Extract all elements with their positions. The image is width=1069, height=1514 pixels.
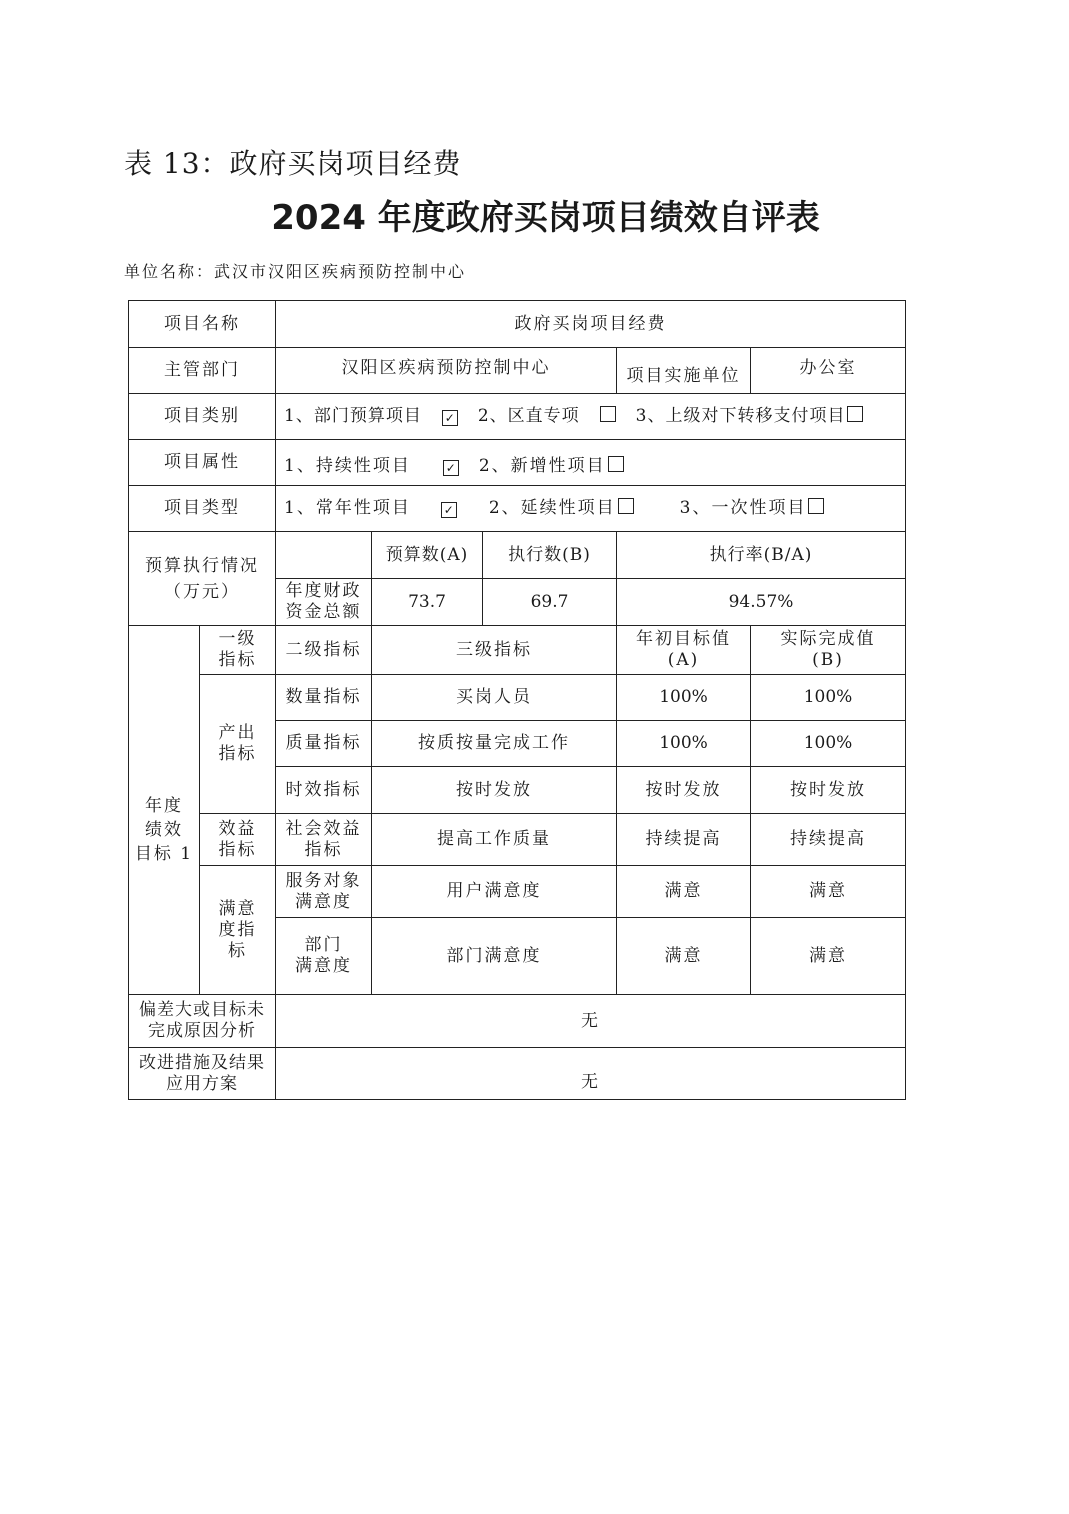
exec-value: 69.7 [483, 579, 617, 626]
indicator-actual: 按时发放 [751, 767, 906, 814]
indicator-row [129, 675, 906, 721]
benefit-indicator-label [200, 814, 276, 866]
indicator-actual: 持续提高 [751, 814, 906, 866]
satisfaction-indicator-label [200, 866, 276, 995]
satisfaction-label-line2: 度指 [218, 919, 257, 940]
head-level1-line1: 一级 [218, 629, 257, 649]
row-budget-header [129, 532, 906, 579]
unchecked-checkbox-icon[interactable] [600, 406, 616, 422]
output-label-line2: 指标 [218, 744, 257, 764]
category-option-3: 3、上级对下转移支付项目 [635, 406, 846, 426]
indicator-l2-line1: 社会效益 [285, 818, 362, 839]
improve-label-line1: 改进措施及结果 [139, 1052, 265, 1073]
satisfaction-label-line1: 满意 [218, 898, 257, 919]
indicator-target: 持续提高 [617, 814, 751, 866]
unchecked-checkbox-icon[interactable] [608, 456, 624, 472]
head-target-line1: 年初目标值 [636, 629, 731, 649]
impl-value [751, 348, 906, 394]
category-options [276, 394, 906, 440]
row-category [129, 394, 906, 440]
evaluation-table [128, 300, 906, 1100]
indicator-target: 按时发放 [617, 767, 751, 814]
category-option-2: 2、区直专项 [477, 406, 580, 426]
indicator-l2: 质量指标 [276, 721, 372, 767]
improve-label [129, 1048, 276, 1100]
indicator-l3: 按质按量完成工作 [372, 721, 617, 767]
benefit-label-line2: 指标 [218, 839, 257, 860]
head-level2: 二级指标 [276, 626, 372, 675]
row-type [129, 486, 906, 532]
deviation-label [129, 995, 276, 1048]
indicator-target: 100% [617, 675, 751, 721]
dept-value [276, 348, 617, 394]
output-label-line1: 产出 [218, 723, 257, 743]
indicator-target: 100% [617, 721, 751, 767]
benefit-label-line1: 效益 [218, 818, 257, 839]
attribute-option-2: 2、新增性项目 [478, 456, 606, 476]
group-label-line3: 目标 1 [134, 844, 194, 864]
budget-label-line1: 预算执行情况 [145, 555, 259, 576]
checked-checkbox-icon[interactable]: ✓ [443, 460, 459, 476]
type-label: 项目类型 [129, 486, 276, 532]
indicator-l3: 买岗人员 [372, 675, 617, 721]
row-deviation [129, 995, 906, 1048]
head-actual [751, 626, 906, 675]
deviation-value: 无 [276, 995, 906, 1048]
impl-label-text: 项目实施单位 [626, 366, 741, 386]
deviation-label-line2: 完成原因分析 [148, 1021, 256, 1041]
budget-row-label-line2: 资金总额 [285, 602, 362, 622]
page-title: 2024 年度政府买岗项目绩效自评表 [271, 198, 820, 238]
row-attribute [129, 440, 906, 486]
indicator-l3: 提高工作质量 [372, 814, 617, 866]
category-option-1: 1、部门预算项目 [284, 406, 422, 426]
indicator-l2 [276, 866, 372, 918]
head-target [617, 626, 751, 675]
budget-row-label-line1: 年度财政 [285, 581, 362, 601]
budget-label-line2: （万元） [164, 581, 240, 602]
row-improve [129, 1048, 906, 1100]
col-rate: 执行率(B/A) [617, 532, 906, 579]
indicator-l2-line1: 部门 [304, 935, 343, 955]
indicator-actual: 满意 [751, 918, 906, 995]
indicator-actual: 满意 [751, 866, 906, 918]
indicator-l3: 按时发放 [372, 767, 617, 814]
budget-value: 73.7 [372, 579, 483, 626]
indicator-l2 [276, 814, 372, 866]
row-project-name [129, 301, 906, 348]
indicator-l2: 数量指标 [276, 675, 372, 721]
output-indicator-label [200, 675, 276, 814]
head-actual-line1: 实际完成值 [780, 629, 876, 649]
rate-value: 94.57% [617, 579, 906, 626]
col-exec: 执行数(B) [483, 532, 617, 579]
head-level1-line2: 指标 [218, 650, 257, 670]
satisfaction-label-line3: 标 [228, 940, 247, 961]
category-label: 项目类别 [129, 394, 276, 440]
dept-value-text: 汉阳区疾病预防控制中心 [341, 358, 551, 378]
type-option-2: 2、延续性项目 [488, 498, 616, 518]
budget-label [129, 532, 276, 626]
indicator-l2: 时效指标 [276, 767, 372, 814]
unchecked-checkbox-icon[interactable] [847, 406, 863, 422]
deviation-label-line1: 偏差大或目标未 [139, 1000, 265, 1020]
project-name-value: 政府买岗项目经费 [276, 301, 906, 348]
indicator-target: 满意 [617, 866, 751, 918]
indicator-l2-line2: 满意度 [295, 891, 352, 912]
checked-checkbox-icon[interactable]: ✓ [441, 502, 457, 518]
type-options [276, 486, 906, 532]
dept-label: 主管部门 [129, 348, 276, 394]
attribute-option-1: 1、持续性项目 [284, 456, 411, 476]
type-option-1: 1、常年性项目 [284, 498, 411, 518]
budget-blank-cell [276, 532, 372, 579]
indicator-actual: 100% [751, 675, 906, 721]
table-subtitle: 表 13：政府买岗项目经费 [124, 147, 462, 180]
indicator-row [129, 866, 906, 918]
indicator-l2-line2: 指标 [304, 839, 343, 860]
indicator-l2 [276, 918, 372, 995]
improve-label-line2: 应用方案 [166, 1073, 238, 1094]
row-dept [129, 348, 906, 394]
unchecked-checkbox-icon[interactable] [618, 498, 634, 514]
attribute-options [276, 440, 906, 486]
col-budget: 预算数(A) [372, 532, 483, 579]
group-label-line1: 年度 [145, 796, 183, 816]
indicator-target: 满意 [617, 918, 751, 995]
impl-value-text: 办公室 [799, 358, 857, 378]
indicator-l3: 部门满意度 [372, 918, 617, 995]
type-option-3: 3、一次性项目 [679, 498, 807, 518]
head-actual-line2: (B) [812, 650, 844, 670]
improve-value-text: 无 [581, 1072, 601, 1092]
impl-label [617, 348, 751, 394]
indicator-l3: 用户满意度 [372, 866, 617, 918]
group-label-line2: 绩效 [145, 820, 183, 840]
unit-name: 单位名称：武汉市汉阳区疾病预防控制中心 [124, 262, 467, 281]
checked-checkbox-icon[interactable]: ✓ [442, 410, 458, 426]
head-target-line2: (A) [667, 650, 700, 670]
group-label [129, 626, 200, 995]
project-name-label: 项目名称 [129, 301, 276, 348]
indicator-l2-line2: 满意度 [295, 956, 352, 976]
attribute-label: 项目属性 [129, 440, 276, 486]
indicator-l2-line1: 服务对象 [285, 870, 362, 891]
budget-row-label [276, 579, 372, 626]
indicator-actual: 100% [751, 721, 906, 767]
indicator-row [129, 814, 906, 866]
head-level3: 三级指标 [372, 626, 617, 675]
improve-value [276, 1048, 906, 1100]
unchecked-checkbox-icon[interactable] [808, 498, 824, 514]
head-level1 [200, 626, 276, 675]
row-indicator-header [129, 626, 906, 675]
